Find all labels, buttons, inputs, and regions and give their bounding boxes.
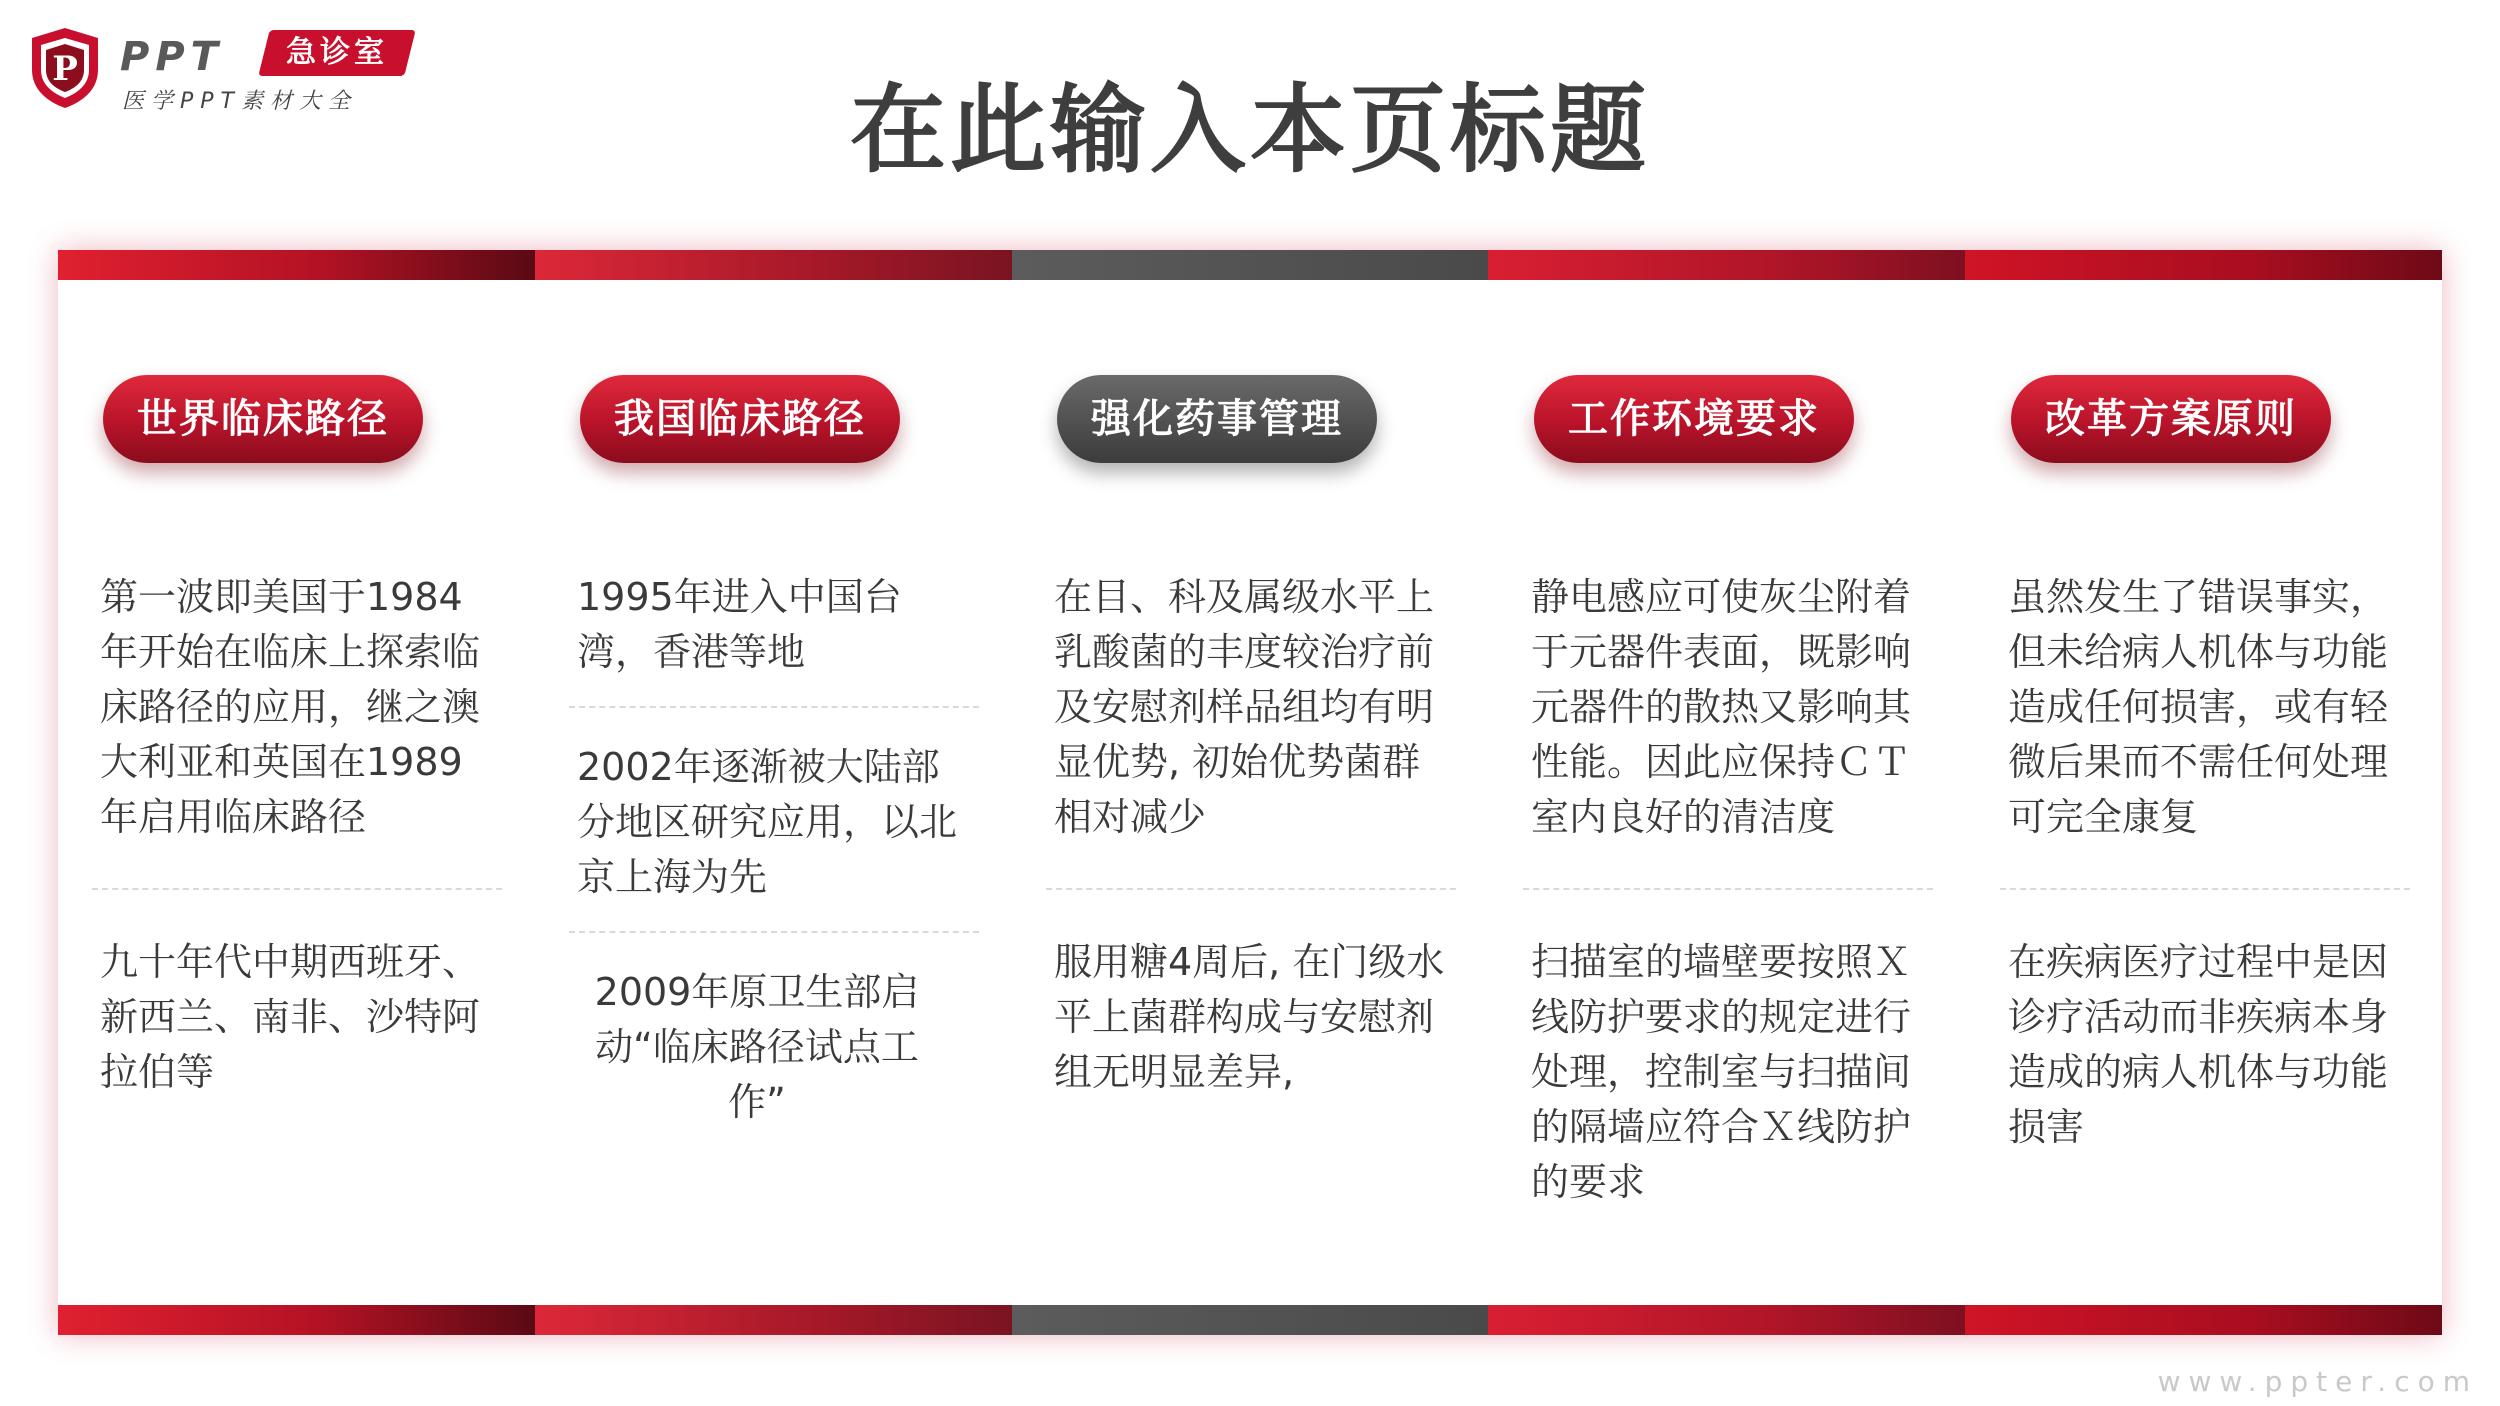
column-paragraph: 服用糖4周后, 在门级水平上菌群构成与安慰剂组无明显差异, (1054, 940, 1445, 1094)
column-reform-principles (1966, 280, 2389, 1305)
column-paragraph: 九十年代中期西班牙、新西兰、南非、沙特阿拉伯等 (100, 940, 481, 1094)
bottom-color-band (58, 1305, 2442, 1335)
column-paragraph: 在疾病医疗过程中是因诊疗活动而非疾病本身造成的病人机体与功能损害 (2008, 940, 2389, 1149)
column-paragraph: 扫描室的墙壁要按照Ｘ线防护要求的规定进行处理，控制室与扫描间的隔墙应符合Ｘ线防护的要求 (1531, 940, 1912, 1204)
dashed-divider (92, 888, 502, 890)
band-segment (535, 250, 1012, 280)
band-segment (535, 1305, 1012, 1335)
band-segment (58, 250, 535, 280)
dashed-divider (569, 706, 979, 708)
dashed-divider (2000, 888, 2410, 890)
dashed-divider (1523, 888, 1933, 890)
column-paragraph: 虽然发生了错误事实，但未给病人机体与功能造成任何损害，或有轻微后果而不需任何处理可完全康复 (2008, 575, 2389, 839)
top-color-band (58, 250, 2442, 280)
column-work-environment (1489, 280, 1912, 1305)
watermark: www.ppter.com (2157, 1365, 2478, 1398)
logo-badge-text: 急诊室 (286, 35, 388, 70)
logo-subtitle: 医学PPT素材大全 (122, 89, 357, 114)
band-segment (1965, 1305, 2442, 1335)
band-segment (1012, 1305, 1489, 1335)
column-pharmacy-management (1012, 280, 1445, 1305)
dashed-divider (1046, 888, 1456, 890)
band-segment (1965, 250, 2442, 280)
column-paragraph: 在目、科及属级水平上乳酸菌的丰度较治疗前及安慰剂样品组均有明显优势, 初始优势菌群相对减少 (1054, 575, 1435, 839)
heading-pill: 我国临床路径 (580, 375, 900, 463)
heading-pill: 改革方案原则 (2011, 375, 2331, 463)
column-world-pathway (58, 280, 481, 1305)
band-segment (1488, 1305, 1965, 1335)
page-title: 在此输入本页标题 (850, 74, 1650, 186)
band-segment (1488, 250, 1965, 280)
band-segment (1012, 250, 1489, 280)
column-paragraph: 静电感应可使灰尘附着于元器件表面，既影响元器件的散热又影响其性能。因此应保持ＣＴ室内良好的清洁度 (1531, 575, 1912, 839)
content-card (58, 250, 2442, 1335)
column-paragraph: 第一波即美国于1984年开始在临床上探索临床路径的应用，继之澳大利亚和英国在1989年启用临床路径 (100, 575, 481, 839)
band-segment (58, 1305, 535, 1335)
column-paragraph: 2009年原卫生部启动“临床路径试点工作” (594, 970, 920, 1124)
column-paragraph: 2002年逐渐被大陆部分地区研究应用，以北京上海为先 (577, 745, 958, 899)
heading-pill: 强化药事管理 (1057, 375, 1377, 463)
dashed-divider (569, 931, 979, 933)
shield-letter: P (52, 49, 78, 89)
heading-pill: 工作环境要求 (1534, 375, 1854, 463)
column-paragraph: 1995年进入中国台湾，香港等地 (577, 575, 902, 674)
heading-pill: 世界临床路径 (103, 375, 423, 463)
logo-brand-text: PPT (120, 34, 224, 80)
column-china-pathway (535, 280, 958, 1305)
